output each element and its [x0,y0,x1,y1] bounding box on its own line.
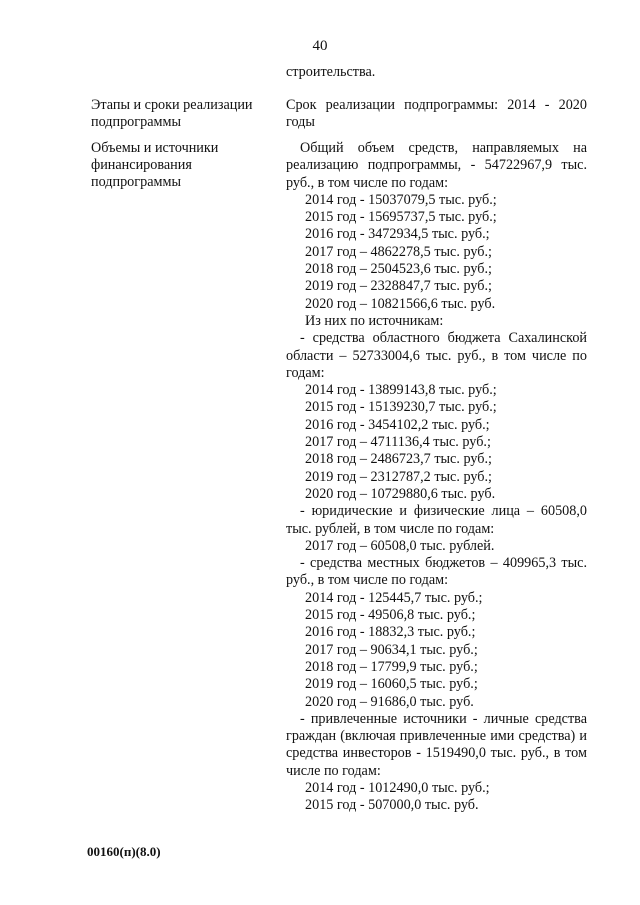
total-by-year-list [286,192,587,313]
year-line: 2014 год - 125445,7 тыс. руб.; [305,589,483,606]
year-line: 2019 год – 2328847,7 тыс. руб.; [305,278,492,295]
year-line: 2018 год – 2504523,6 тыс. руб.; [305,261,492,278]
year-line: 2015 год - 507000,0 тыс. руб. [305,797,479,814]
regional-budget-intro: - средства областного бюджета Сахалинской области – 52733004,6 тыс. руб., в том числе по годам: [286,330,587,381]
year-line: 2018 год – 17799,9 тыс. руб.; [305,658,478,675]
year-line: 2014 год - 13899143,8 тыс. руб.; [305,382,497,399]
year-line: 2015 год - 49506,8 тыс. руб.; [305,607,476,624]
page-number: 40 [312,38,328,54]
attracted-sources-intro: - привлеченные источники - личные средства граждан (включая привлеченные ими средства) и средства инвесторов - 1519490,0 тыс. руб., в том числе по годам: [286,710,587,779]
year-line: 2017 год – 4862278,5 тыс. руб.; [305,243,492,260]
year-line: 2017 год – 60508,0 тыс. рублей. [305,537,495,554]
year-line: 2016 год - 18832,3 тыс. руб.; [305,624,476,641]
year-line: 2020 год – 10729880,6 тыс. руб. [305,485,496,502]
year-line: 2020 год – 10821566,6 тыс. руб. [305,295,496,312]
year-line: 2017 год – 90634,1 тыс. руб.; [305,641,478,658]
year-line: 2015 год - 15139230,7 тыс. руб.; [305,399,497,416]
year-line: 2019 год – 16060,5 тыс. руб.; [305,676,478,693]
year-line: 2015 год - 15695737,5 тыс. руб.; [305,209,497,226]
year-line: 2016 год - 3454102,2 тыс. руб.; [305,416,490,433]
document-code: 00160(п)(8.0) [87,844,161,859]
regional-by-year-list [286,382,587,503]
funding-intro: Общий объем средств, направляемых на реализацию подпрограммы, - 54722967,9 тыс. руб., в том числе по годам: [286,140,587,191]
funding-details [286,140,587,815]
year-line: 2016 год - 3472934,5 тыс. руб.; [305,226,490,243]
sources-intro: Из них по источникам: [305,312,444,329]
stages-label: Этапы и сроки реализации подпрограммы [91,97,253,130]
year-line: 2019 год – 2312787,2 тыс. руб.; [305,468,492,485]
implementation-period-text: Срок реализации подпрограммы: 2014 - 2020 годы [286,97,587,131]
year-line: 2014 год - 15037079,5 тыс. руб.; [305,191,497,208]
year-line: 2014 год - 1012490,0 тыс. руб.; [305,779,490,796]
funding-label: Объемы и источники финансирования подпрограммы [91,140,219,190]
year-line: 2018 год – 2486723,7 тыс. руб.; [305,451,492,468]
local-by-year-list [286,590,587,711]
year-line: 2017 год – 4711136,4 тыс. руб.; [305,434,491,451]
legal-entities-intro: - юридические и физические лица – 60508,0 тыс. рублей, в том числе по годам: [286,503,587,537]
year-line: 2020 год – 91686,0 тыс. руб. [305,693,474,710]
local-budgets-intro: - средства местных бюджетов – 409965,3 тыс. руб., в том числе по годам: [286,555,587,589]
continuation-text: строительства. [286,64,376,80]
